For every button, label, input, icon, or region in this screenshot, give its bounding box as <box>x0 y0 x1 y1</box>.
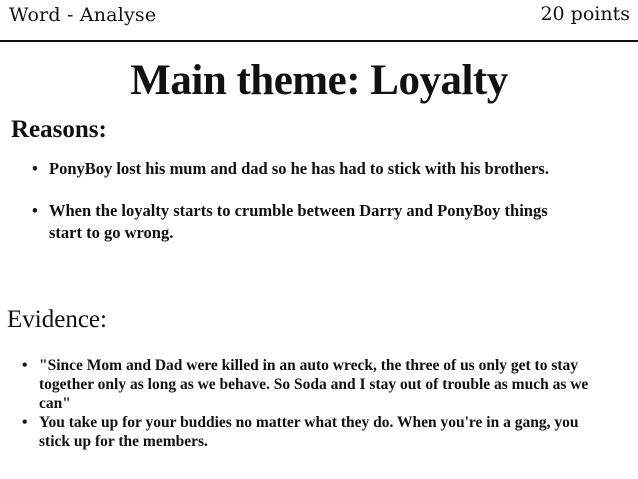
list-item: • You take up for your buddies no matter what they do. When you're in a gang, you stick up for the members. <box>22 413 612 451</box>
list-item: • When the loyalty starts to crumble between Darry and PonyBoy things start to go wrong. <box>32 200 572 244</box>
reasons-list <box>32 158 572 264</box>
points-label: 20 points <box>540 3 630 25</box>
header-left-label: Word - Analyse <box>9 4 157 26</box>
list-item: • PonyBoy lost his mum and dad so he has had to stick with his brothers. <box>32 158 572 180</box>
evidence-list <box>22 356 612 451</box>
evidence-heading: Evidence: <box>7 306 107 333</box>
header-divider <box>0 40 638 42</box>
reasons-heading: Reasons: <box>11 116 107 143</box>
list-item: • "Since Mom and Dad were killed in an auto wreck, the three of us only get to stay together only as long as we behave. So Soda and I stay out of trouble as much as we can" <box>22 356 612 413</box>
page-title: Main theme: Loyalty <box>130 57 508 104</box>
